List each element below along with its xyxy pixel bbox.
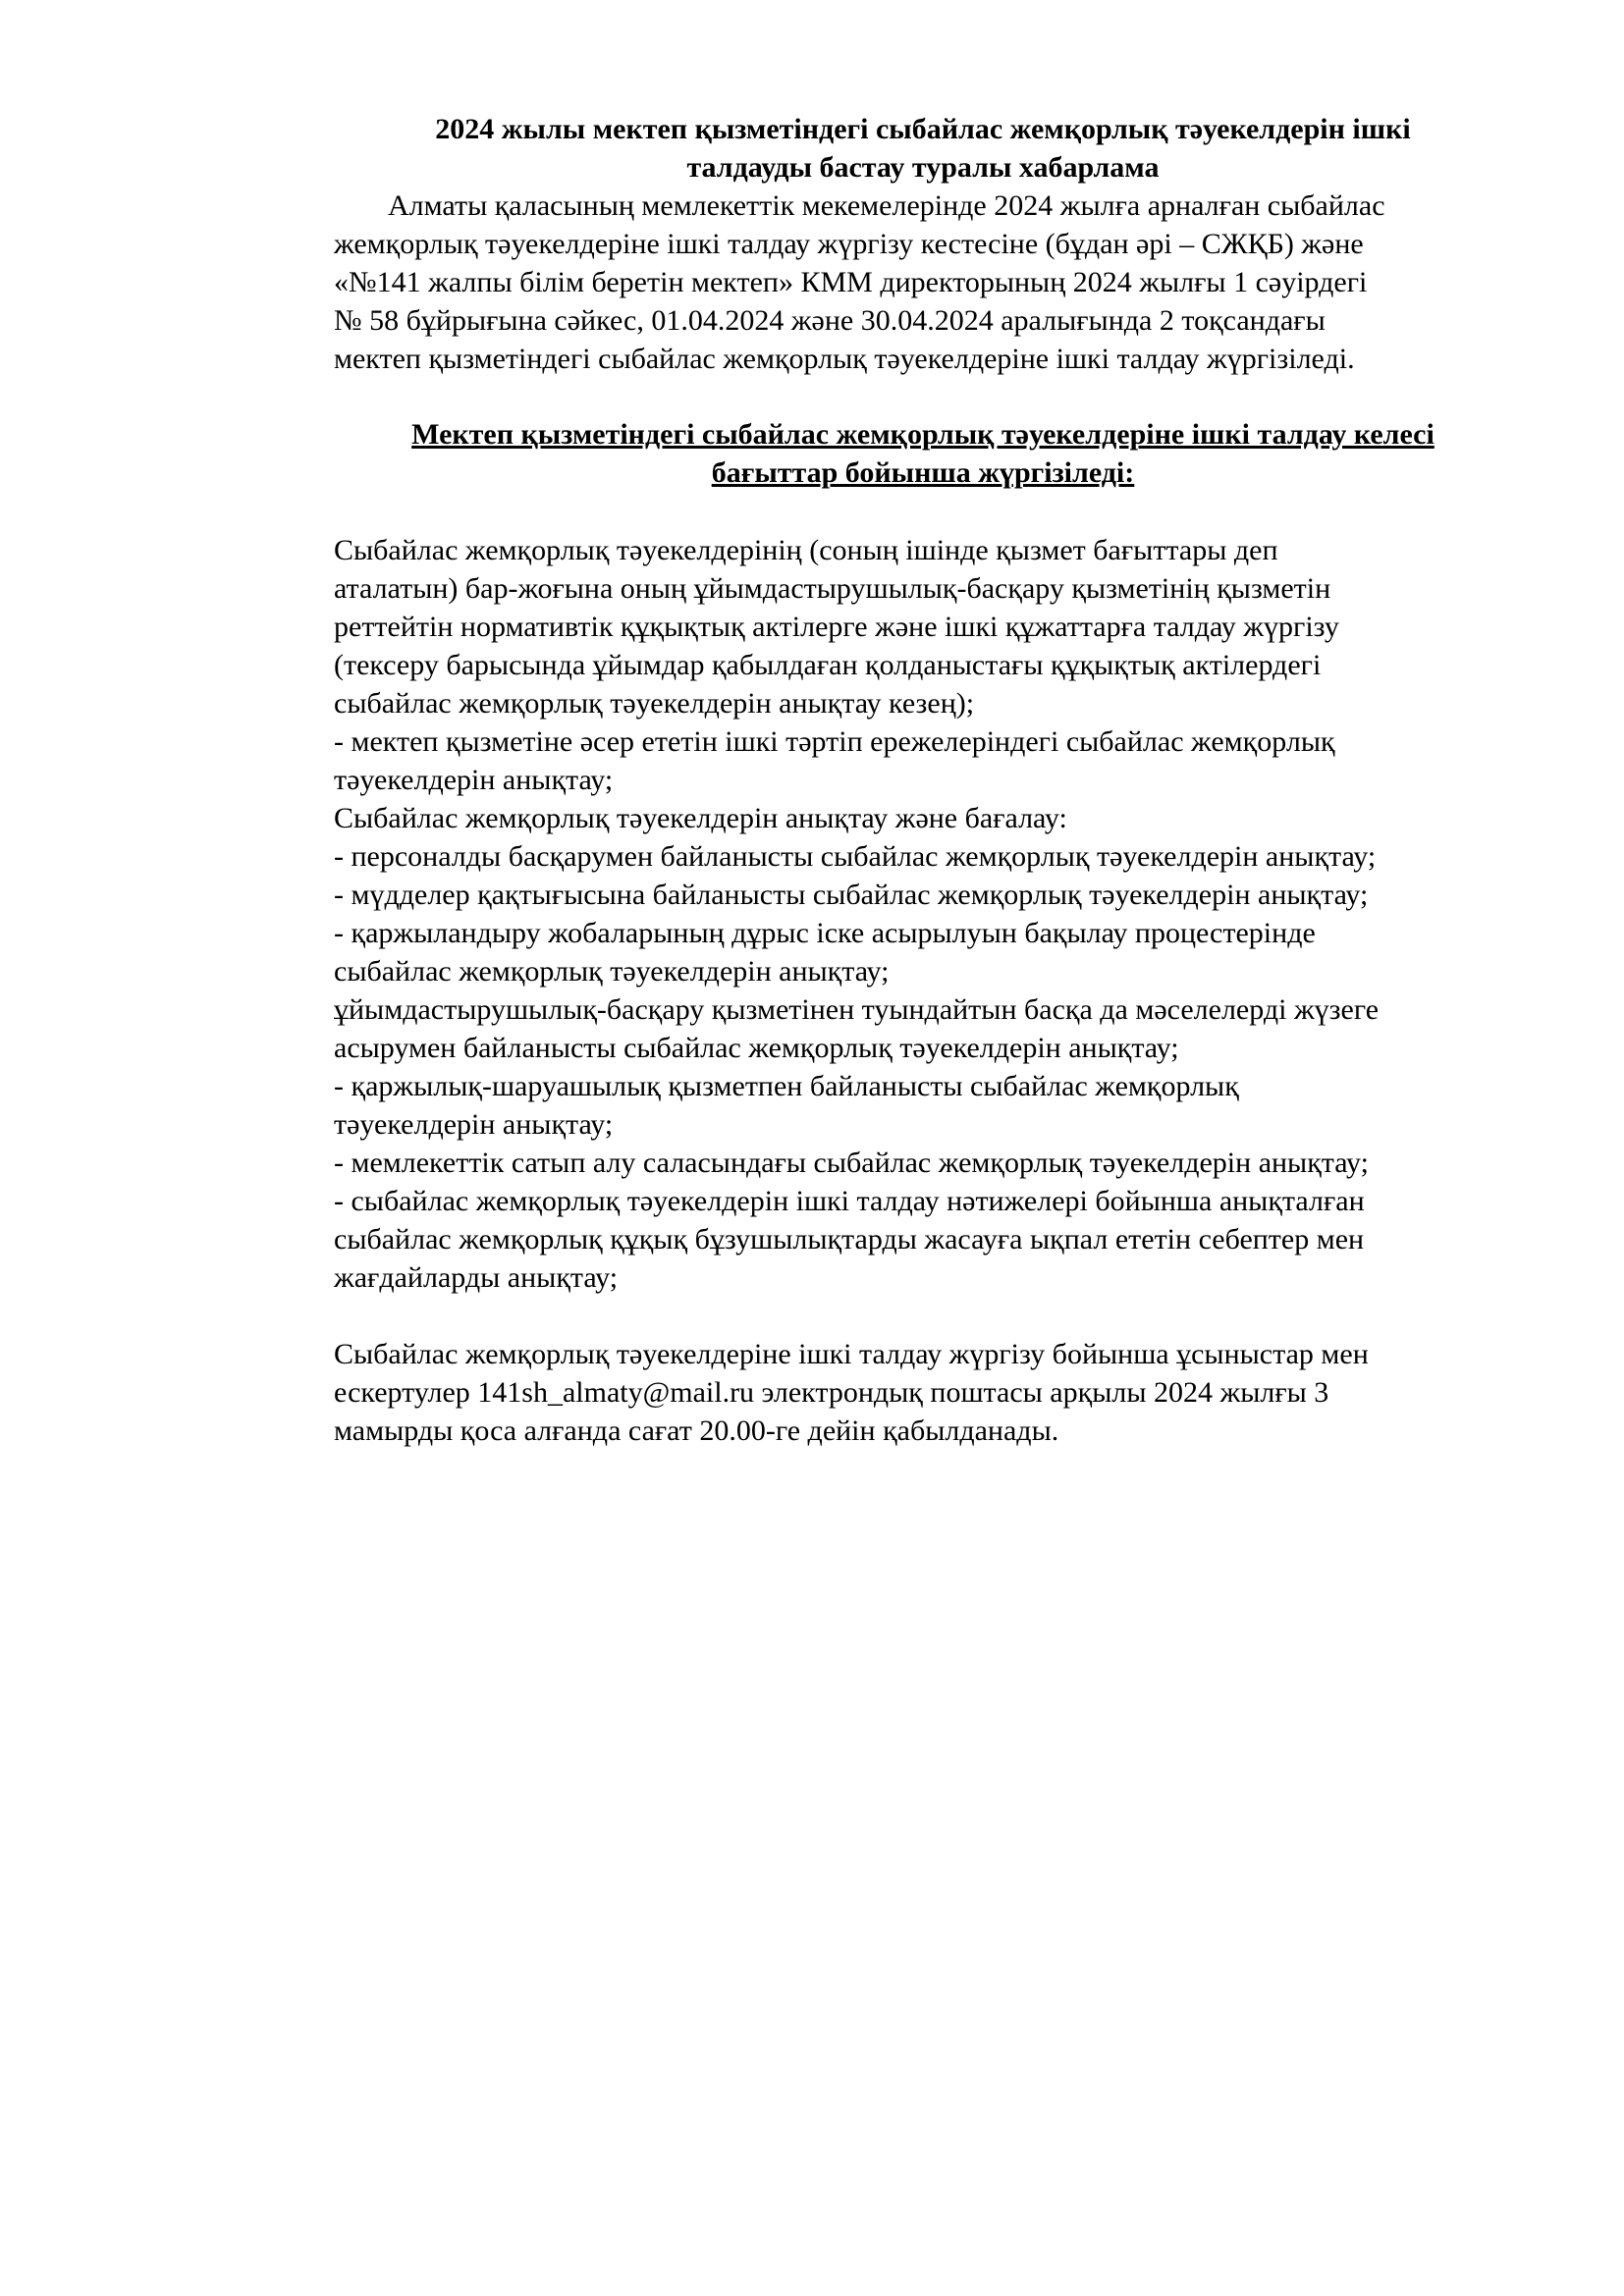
- intro-line: «№141 жалпы білім беретін мектеп» КММ директорының 2024 жылғы 1 сәуірдегі: [334, 266, 1368, 298]
- direction-line: - мүдделер қақтығысына байланысты сыбайлас жемқорлық тәуекелдерін анықтау;: [334, 879, 1369, 911]
- direction-line: сыбайлас жемқорлық тәуекелдерін анықтау;: [334, 955, 890, 988]
- intro-line: Алматы қаласының мемлекеттік мекемелерінде 2024 жылға арналған сыбайлас: [388, 189, 1385, 222]
- direction-line: сыбайлас жемқорлық тәуекелдерін анықтау кезең);: [334, 687, 975, 720]
- closing-line: ескертулер 141sh_almaty@mail.ru электрондық поштасы арқылы 2024 жылғы 3: [334, 1376, 1329, 1409]
- intro-line: жемқорлық тәуекелдеріне ішкі талдау жүргізу кестесіне (бұдан әрі – СЖҚБ) және: [334, 228, 1364, 260]
- intro-line: № 58 бұйрығына сәйкес, 01.04.2024 және 30.04.2024 аралығында 2 тоқсандағы: [334, 304, 1326, 337]
- intro-paragraph: [334, 187, 1512, 378]
- direction-line: реттейтін нормативтік құқықтық актілерге және ішкі құжаттарға талдау жүргізу: [334, 611, 1339, 643]
- title-line: талдауды бастау туралы хабарлама: [686, 151, 1160, 184]
- direction-line: - персоналды басқарумен байланысты сыбайлас жемқорлық тәуекелдерін анықтау;: [334, 840, 1377, 873]
- direction-line: - мемлекеттік сатып алу саласындағы сыбайлас жемқорлық тәуекелдерін анықтау;: [334, 1147, 1369, 1179]
- document-title: [334, 110, 1512, 187]
- direction-line: ұйымдастырушылық-басқару қызметінен туындайтын басқа да мәселелерді жүзеге: [334, 993, 1380, 1026]
- subheading-line: бағыттар бойынша жүргізіледі:: [711, 456, 1135, 489]
- subheading-line: Мектеп қызметіндегі сыбайлас жемқорлық тәуекелдеріне ішкі талдау келесі: [411, 418, 1435, 451]
- closing-line: мамырды қоса алғанда сағат 20.00-ге дейін қабылданады.: [334, 1415, 1059, 1447]
- direction-line: Сыбайлас жемқорлық тәуекелдерінің (соның ішінде қызмет бағыттары деп: [334, 534, 1278, 566]
- direction-line: сыбайлас жемқорлық құқық бұзушылықтарды жасауға ықпал ететін себептер мен: [334, 1223, 1365, 1255]
- direction-line: асырумен байланысты сыбайлас жемқорлық тәуекелдерін анықтау;: [334, 1032, 1179, 1064]
- closing-paragraph: [334, 1335, 1512, 1450]
- direction-line: (тексеру барысында ұйымдар қабылдаған қолданыстағы құқықтық актілердегі: [334, 649, 1322, 681]
- intro-line: мектеп қызметіндегі сыбайлас жемқорлық тәуекелдеріне ішкі талдау жүргізіледі.: [334, 343, 1355, 375]
- direction-line: тәуекелдерін анықтау;: [334, 1108, 614, 1141]
- title-line: 2024 жылы мектеп қызметіндегі сыбайлас жемқорлық тәуекелдерін ішкі: [435, 113, 1411, 145]
- direction-line: аталатын) бар-жоғына оның ұйымдастырушылық-басқару қызметінің қызметін: [334, 572, 1331, 605]
- document-content: [334, 110, 1512, 1450]
- direction-line: жағдайларды анықтау;: [334, 1261, 619, 1294]
- direction-line: - мектеп қызметіне әсер ететін ішкі тәртіп ережелеріндегі сыбайлас жемқорлық: [334, 725, 1335, 758]
- direction-line: - қаржыландыру жобаларының дұрыс іске асырылуын бақылау процестерінде: [334, 917, 1316, 949]
- direction-line: Сыбайлас жемқорлық тәуекелдерін анықтау және бағалау:: [334, 802, 1067, 834]
- closing-line: Сыбайлас жемқорлық тәуекелдеріне ішкі талдау жүргізу бойынша ұсыныстар мен: [334, 1338, 1369, 1370]
- directions-heading: [334, 415, 1512, 492]
- direction-line: - қаржылық-шаруашылық қызметпен байланысты сыбайлас жемқорлық: [334, 1070, 1239, 1102]
- direction-line: тәуекелдерін анықтау;: [334, 764, 614, 796]
- direction-line: - сыбайлас жемқорлық тәуекелдерін ішкі талдау нәтижелері бойынша анықталған: [334, 1185, 1365, 1217]
- directions-list: [334, 531, 1512, 1297]
